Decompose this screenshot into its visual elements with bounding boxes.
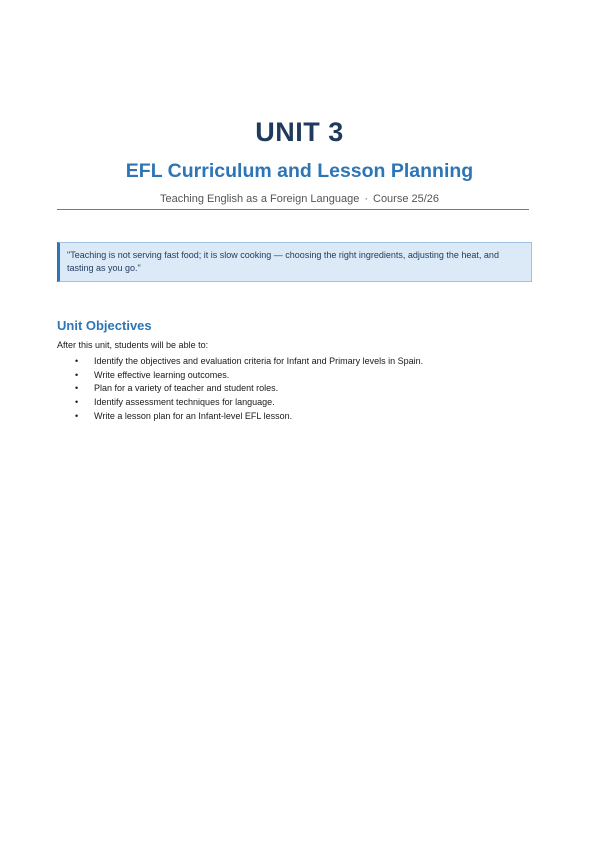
course-year: Course 25/26 [373, 193, 440, 205]
objectives-intro: After this unit, students will be able to: [57, 340, 209, 350]
objective-text: Write a lesson plan for an Infant-level EFL lesson. [94, 410, 293, 421]
objective-text: Write effective learning outcomes. [94, 369, 230, 380]
objective-text: Identify assessment techniques for language. [94, 397, 275, 408]
unit-subtitle: EFL Curriculum and Lesson Planning [125, 160, 474, 182]
bullet-icon: • [75, 410, 79, 421]
bullet-icon: • [75, 383, 79, 394]
objective-item [57, 369, 423, 383]
unit-title: UNIT 3 [255, 117, 344, 147]
objective-text: Plan for a variety of teacher and student roles. [94, 383, 279, 394]
course-separator: · [364, 193, 368, 205]
quote-box [57, 242, 532, 282]
bullet-icon: • [75, 397, 79, 408]
quote-text: "Teaching is not serving fast food; it is slow cooking — choosing the right ingredients, adjusting the heat, and tasting as you go." [67, 250, 499, 273]
objective-item [57, 382, 423, 396]
bullet-icon: • [75, 369, 79, 380]
objective-item [57, 410, 423, 424]
objective-item [57, 396, 423, 410]
objectives-list [57, 355, 423, 423]
objective-item [57, 355, 423, 369]
header-divider [57, 209, 529, 210]
course-name: Teaching English as a Foreign Language [159, 193, 360, 205]
bullet-icon: • [75, 356, 79, 366]
objective-text: Identify the objectives and evaluation criteria for Infant and Primary levels in Spain. [94, 356, 424, 366]
course-line [0, 193, 599, 205]
objectives-heading: Unit Objectives [57, 318, 152, 333]
